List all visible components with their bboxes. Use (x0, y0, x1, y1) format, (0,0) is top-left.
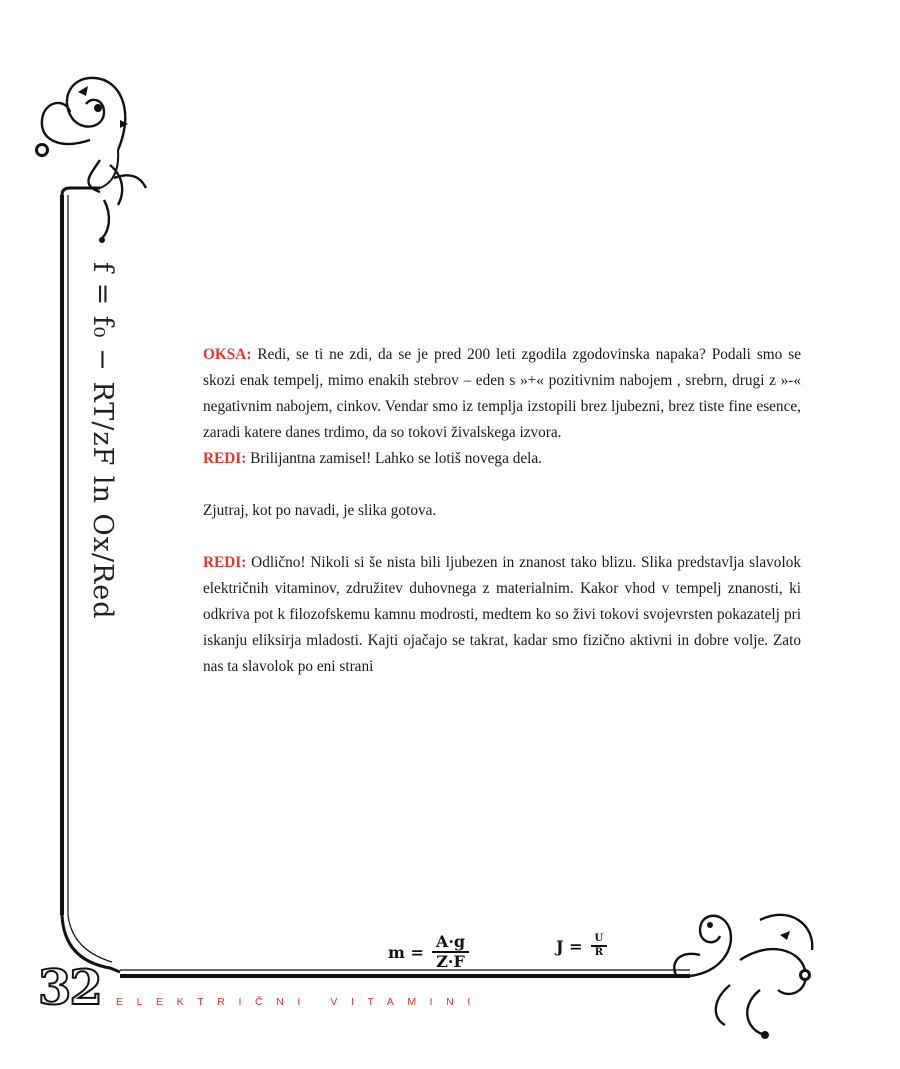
narration-paragraph: Zjutraj, kot po navadi, je slika gotova. (203, 502, 437, 519)
page-number: 32 (38, 960, 101, 1016)
speaker-label: OKSA: (203, 346, 252, 363)
formula-j-denominator: R (594, 947, 604, 958)
running-title: ELEKTRIČNI VITAMINI (116, 996, 484, 1008)
formula-m (388, 933, 469, 971)
formula-m-numerator: A·g (432, 933, 469, 953)
dialogue-text: Odlično! Nikoli si še nista bili ljubezen in znanost tako blizu. Slika predstavlja slavolok električnih vitaminov, združitev duhovnega z materialnim. Kakor vhod v tempelj znanosti, ki odkriva pot k filozofskemu kamnu modrosti, medtem ko so živi tokovi svojevrsten pokazatelj pri iskanju eliksirja mladosti. Kajti ojačajo se takrat, kadar smo fizično aktivni in dobre volje. Zato nas ta slavolok po eni strani (203, 554, 801, 675)
speaker-label: REDI: (203, 450, 247, 467)
dialogue-paragraph (203, 446, 801, 472)
formula-j-fraction (591, 933, 608, 959)
formula-m-denominator: Z·F (436, 952, 465, 971)
dialogue-paragraph (203, 342, 801, 446)
vertical-nernst-formula: f = f₀ − RT/zF ln Ox/Red (87, 262, 118, 620)
formula-j-lhs: J = (556, 936, 583, 956)
formula-j (556, 933, 607, 959)
formula-j-numerator: U (591, 933, 608, 947)
formula-m-fraction (432, 933, 469, 971)
formula-m-lhs: m = (388, 942, 424, 962)
dialogue-text: Redi, se ti ne zdi, da se je pred 200 leti zgodila zgodovinska napaka? Podali smo se skozi enak tempelj, mimo enakih stebrov – eden s »+« pozitivnim nabojem , srebrn, drugi z »-« negativnim nabojem, cinkov. Vendar smo iz templja izstopili brez ljubezni, brez tiste fine esence, zaradi katere danes trdimo, da so tokovi živalskega izvora. (203, 346, 801, 441)
dialogue-text: Brilijantna zamisel! Lahko se lotiš novega dela. (246, 450, 542, 467)
speaker-label: REDI: (203, 554, 247, 571)
dialogue-paragraph (203, 550, 801, 680)
body-text (203, 342, 801, 680)
